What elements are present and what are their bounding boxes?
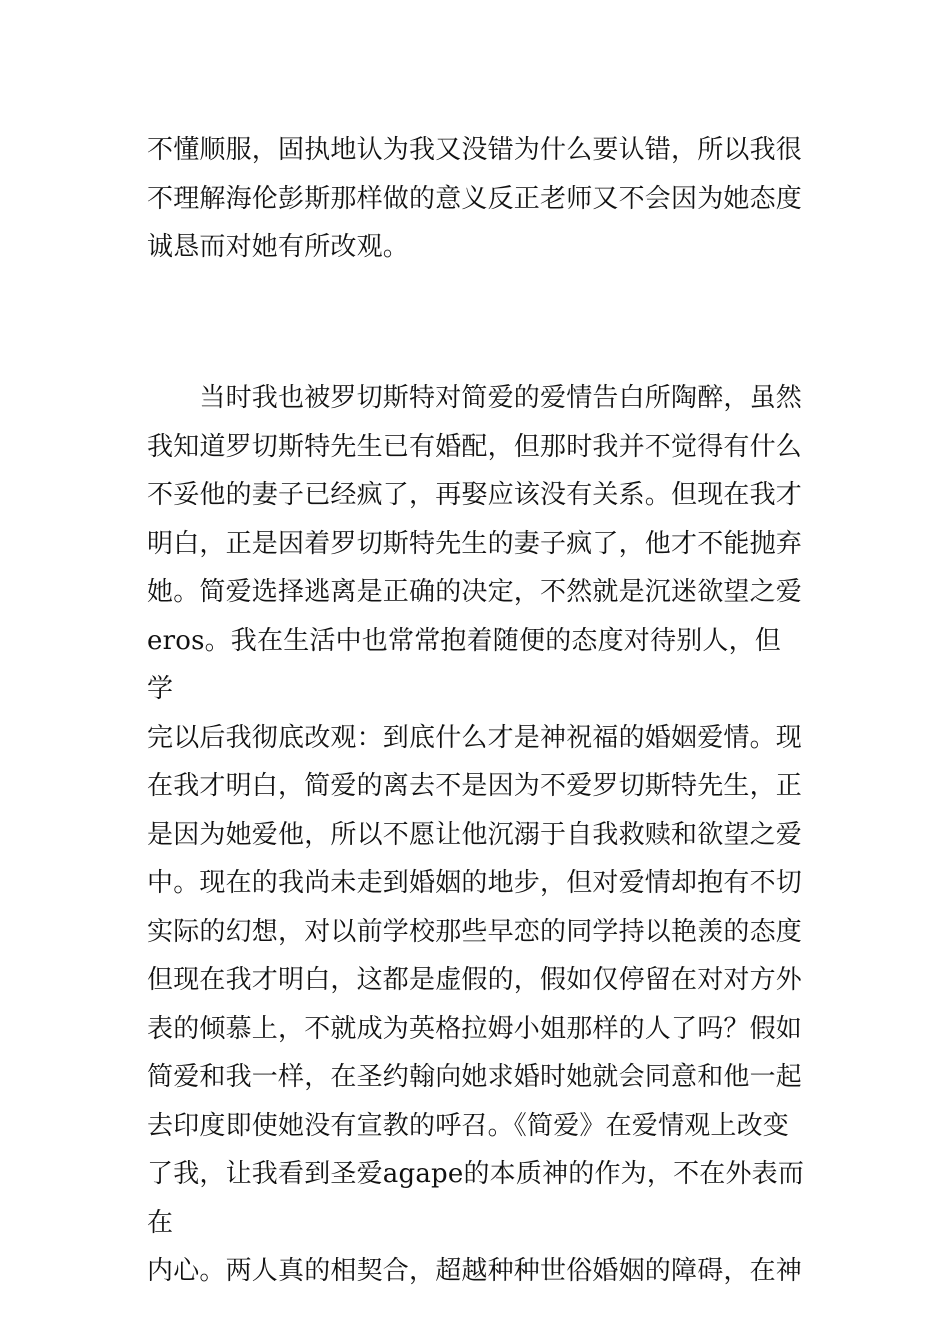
paragraph-2: 当时我也被罗切斯特对简爱的爱情告白所陶醉，虽然 我知道罗切斯特先生已有婚配，但那时我并不觉得有什么 不妥他的妻子已经疯了，再娶应该没有关系。但现在我才 明白，正是因着罗切斯特先生的妻子疯了，他才不能抛弃 她。简爱选择逃离是正确的决定，不然就是沉迷欲望之爱 eros。我在生活中也常常抱着随便的态度对待别人，但学 完以后我彻底改观：到底什么才是神祝福的婚姻爱情。现 在我才明白，简爱的离去不是因为不爱罗切斯特先生，正 是因为她爱他，所以不愿让他沉溺于自我救赎和欲望之爱 中。现在的我尚未走到婚姻的地步，但对爱情却抱有不切 实际的幻想，对以前学校那些早恋的同学持以艳羡的态度 但现在我才明白，这都是虚假的，假如仅停留在对对方外 表的倾慕上，不就成为英格拉姆小姐那样的人了吗？假如 简爱和我一样，在圣约翰向她求婚时她就会同意和他一起 去印度即使她没有宣教的呼召。《简爱》在爱情观上改变 了我，让我看到圣爱agape的本质神的作为，不在外表而在 内心。两人真的相契合，超越种种世俗婚姻的障碍，在神 bbox=[147, 383, 805, 1286]
paragraph-1: 不懂顺服，固执地认为我又没错为什么要认错，所以我很 不理解海伦彭斯那样做的意义反正老师又不会因为她态度 诚恳而对她有所改观。 bbox=[147, 135, 803, 262]
